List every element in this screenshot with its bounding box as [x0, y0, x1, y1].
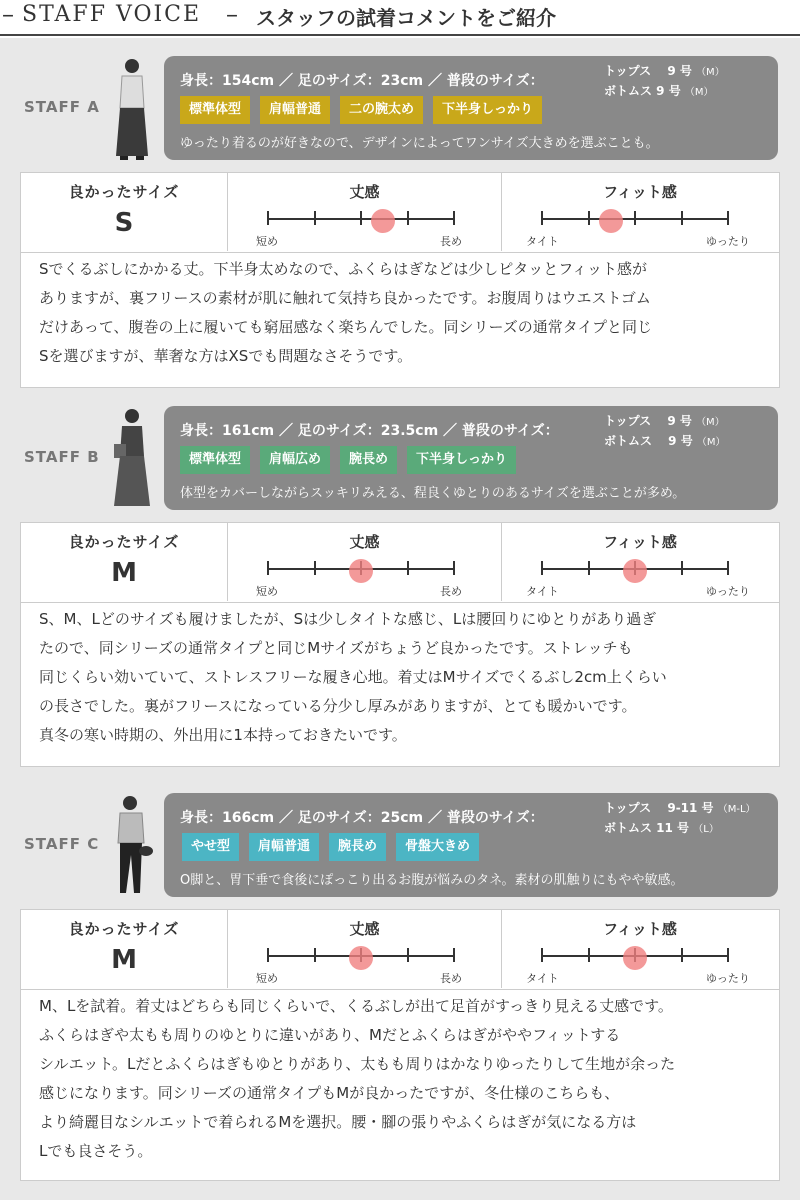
review-line: Sを選びますが、華奢な方はXSでも問題なさそうです。 — [39, 347, 413, 365]
usual-tops-size: （M） — [696, 67, 725, 78]
length-lo-label: 短め — [256, 972, 278, 985]
body-type-tag: 標準体型 — [180, 96, 250, 124]
usual-tops: トップス 9-11 号 — [604, 801, 714, 815]
fit-scale — [502, 173, 778, 251]
body-type-tags — [180, 446, 516, 474]
review-line: より綺麗目なシルエットで着られるMを選択。腰・腳の張りやふくらはぎが気になる方は — [39, 1113, 637, 1131]
page-header — [0, 0, 800, 36]
scale-tick — [267, 561, 269, 575]
body-type-tag: 下半身しっかり — [407, 446, 516, 474]
staff-label: STAFF A — [24, 98, 100, 116]
staff-label: STAFF B — [24, 448, 100, 466]
review-line: だけあって、腹巻の上に履いても窮屈感なく楽ちんでした。同シリーズの通常タイプと同じ — [39, 318, 653, 336]
review-card — [20, 172, 780, 388]
length-hi-label: 長め — [440, 585, 462, 598]
usual-tops-size: （M-L） — [717, 804, 756, 815]
fit-marker — [599, 209, 623, 233]
review-line: シルエット。Lだとふくらはぎもゆとりがあり、太もも周りはかなりゆったりして生地が余った — [39, 1055, 676, 1073]
fit-marker — [623, 946, 647, 970]
length-scale — [228, 523, 502, 601]
fit-lo-label: タイト — [526, 585, 559, 598]
fit-hi-label: ゆったり — [706, 235, 750, 248]
fit-scale — [502, 523, 778, 601]
staff-profile-bubble — [164, 406, 778, 510]
usual-size — [604, 62, 725, 102]
scale-tick — [314, 211, 316, 225]
body-type-tag: 肩幅普通 — [260, 96, 330, 124]
length-scale — [228, 910, 502, 988]
body-type-tag: 肩幅広め — [260, 446, 330, 474]
length-scale-title: 丈感 — [349, 920, 380, 938]
scale-tick — [588, 211, 590, 225]
review-line: 感じになります。同シリーズの通常タイプもMが良かったですが、冬仕様のこちらも、 — [39, 1084, 620, 1102]
review-line: S、M、Lどのサイズも履けましたが、Sは少しタイトな感じ、Lは腰回りにゆとりがあり過ぎ — [39, 610, 657, 628]
body-type-tags — [182, 833, 479, 861]
good-size-value: M — [111, 945, 137, 975]
body-type-tags — [180, 96, 542, 124]
usual-bottoms-size: （M） — [696, 437, 726, 448]
review-text — [39, 605, 769, 750]
fit-lo-label: タイト — [526, 235, 559, 248]
scale-tick — [267, 211, 269, 225]
scale-tick — [541, 948, 543, 962]
usual-tops: トップス 9 号 — [604, 414, 692, 428]
length-lo-label: 短め — [256, 585, 278, 598]
good-size-label: 良かったサイズ — [68, 920, 180, 938]
scale-tick — [407, 211, 409, 225]
length-lo-label: 短め — [256, 235, 278, 248]
good-size-value: S — [114, 208, 134, 238]
review-line: ふくらはぎや太もも周りのゆとりに違いがあり、Mだとふくらはぎがややフィットする — [39, 1026, 621, 1044]
usual-bottoms-size: （L） — [693, 824, 719, 835]
review-line: 真冬の寒い時期の、外出用に1本持っておきたいです。 — [39, 726, 407, 744]
good-size-box — [21, 523, 228, 601]
scale-tick — [588, 948, 590, 962]
fit-scale-title: フィット感 — [603, 920, 677, 938]
review-line: たので、同シリーズの通常タイプと同じMサイズがちょうど良かったです。ストレッチも — [39, 639, 633, 657]
scale-tick — [634, 211, 636, 225]
length-marker — [371, 209, 395, 233]
review-text — [39, 992, 769, 1166]
body-type-tag: 肩幅普通 — [249, 833, 319, 861]
header-rule — [0, 34, 800, 36]
length-scale-title: 丈感 — [349, 533, 380, 551]
scale-tick — [407, 561, 409, 575]
body-type-tag: 標準体型 — [180, 446, 250, 474]
scale-tick — [314, 561, 316, 575]
scale-tick — [681, 948, 683, 962]
fit-lo-label: タイト — [526, 972, 559, 985]
length-marker — [349, 559, 373, 583]
body-type-tag: 腕長め — [329, 833, 386, 861]
good-size-value: M — [111, 558, 137, 588]
length-scale-title: 丈感 — [349, 183, 380, 201]
scale-tick — [681, 211, 683, 225]
staff-measurements: 身長：154cm ／ 足のサイズ：23cm ／ 普段のサイズ： — [180, 73, 544, 89]
length-scale — [228, 173, 502, 251]
scale-tick — [541, 561, 543, 575]
scale-tick — [588, 561, 590, 575]
good-size-label: 良かったサイズ — [68, 183, 180, 201]
scale-tick — [314, 948, 316, 962]
fit-scale-title: フィット感 — [603, 183, 677, 201]
scale-tick — [453, 211, 455, 225]
scale-tick — [727, 211, 729, 225]
usual-bottoms-size: （M） — [684, 87, 714, 98]
scale-tick — [727, 948, 729, 962]
length-hi-label: 長め — [440, 972, 462, 985]
review-line: Sでくるぶしにかかる丈。下半身太めなので、ふくらはぎなどは少しピタッとフィット感が — [39, 260, 648, 278]
scale-tick — [453, 561, 455, 575]
usual-bottoms: ボトムス 11 号 — [604, 821, 690, 835]
header-title-en: STAFF VOICE — [22, 2, 202, 27]
review-line: Lでも良さそう。 — [39, 1142, 153, 1160]
good-size-box — [21, 173, 228, 251]
length-marker — [349, 946, 373, 970]
scale-tick — [267, 948, 269, 962]
header-dash-mid: – — [226, 0, 238, 28]
staff-b-figure-image — [110, 406, 156, 516]
staff-label: STAFF C — [24, 835, 100, 853]
staff-measurements: 身長：166cm ／ 足のサイズ：25cm ／ 普段のサイズ： — [180, 810, 544, 826]
fit-marker — [623, 559, 647, 583]
good-size-box — [21, 910, 228, 988]
header-dash-left: – — [2, 0, 14, 28]
scale-tick — [453, 948, 455, 962]
staff-c-figure-image — [106, 793, 162, 903]
usual-bottoms: ボトムス 9 号 — [604, 434, 693, 448]
staff-measurements: 身長：161cm ／ 足のサイズ：23.5cm ／ 普段のサイズ： — [180, 423, 559, 439]
staff-comment: O脚と、胃下垂で食後にぽっこり出るお腹が悩みのタネ。素材の肌触りにもやや敏感。 — [180, 873, 684, 888]
usual-size — [604, 799, 756, 839]
scale-tick — [727, 561, 729, 575]
body-type-tag: やせ型 — [182, 833, 239, 861]
usual-tops: トップス 9 号 — [604, 64, 692, 78]
scale-tick — [360, 211, 362, 225]
body-type-tag: 腕長め — [340, 446, 397, 474]
review-line: 同じくらい効いていて、ストレスフリーな履き心地。着丈はMサイズでくるぶし2cm上くらい — [39, 668, 667, 686]
staff-profile-bubble — [164, 793, 778, 897]
scale-tick — [681, 561, 683, 575]
staff-profile-bubble — [164, 56, 778, 160]
body-type-tag: 下半身しっかり — [433, 96, 542, 124]
review-line: M、Lを試着。着丈はどちらも同じくらいで、くるぶしが出て足首がすっきり見える丈感です。 — [39, 997, 673, 1015]
length-hi-label: 長め — [440, 235, 462, 248]
review-line: ありますが、裏フリースの素材が肌に触れて気持ち良かったです。お腹周りはウエストゴム — [39, 289, 651, 307]
staff-comment: 体型をカバーしながらスッキリみえる、程良くゆとりのあるサイズを選ぶことが多め。 — [180, 486, 686, 501]
good-size-label: 良かったサイズ — [68, 533, 180, 551]
card-divider — [21, 989, 779, 990]
staff-a-figure-image — [110, 56, 156, 166]
scale-tick — [541, 211, 543, 225]
fit-scale — [502, 910, 778, 988]
card-divider — [21, 602, 779, 603]
body-type-tag: 二の腕太め — [340, 96, 423, 124]
review-text — [39, 255, 769, 371]
card-divider — [21, 252, 779, 253]
fit-hi-label: ゆったり — [706, 585, 750, 598]
review-card — [20, 522, 780, 767]
body-type-tag: 骨盤大きめ — [396, 833, 479, 861]
review-card — [20, 909, 780, 1181]
usual-bottoms: ボトムス 9 号 — [604, 84, 681, 98]
scale-tick — [407, 948, 409, 962]
staff-comment: ゆったり着るのが好きなので、デザインによってワンサイズ大きめを選ぶことも。 — [180, 136, 659, 151]
usual-tops-size: （M） — [696, 417, 725, 428]
fit-hi-label: ゆったり — [706, 972, 750, 985]
fit-scale-title: フィット感 — [603, 533, 677, 551]
usual-size — [604, 412, 726, 452]
header-title-jp: スタッフの試着コメントをご紹介 — [256, 6, 556, 30]
review-line: の長さでした。裏がフリースになっている分少し厚みがありますが、とても暖かいです。 — [39, 697, 637, 715]
